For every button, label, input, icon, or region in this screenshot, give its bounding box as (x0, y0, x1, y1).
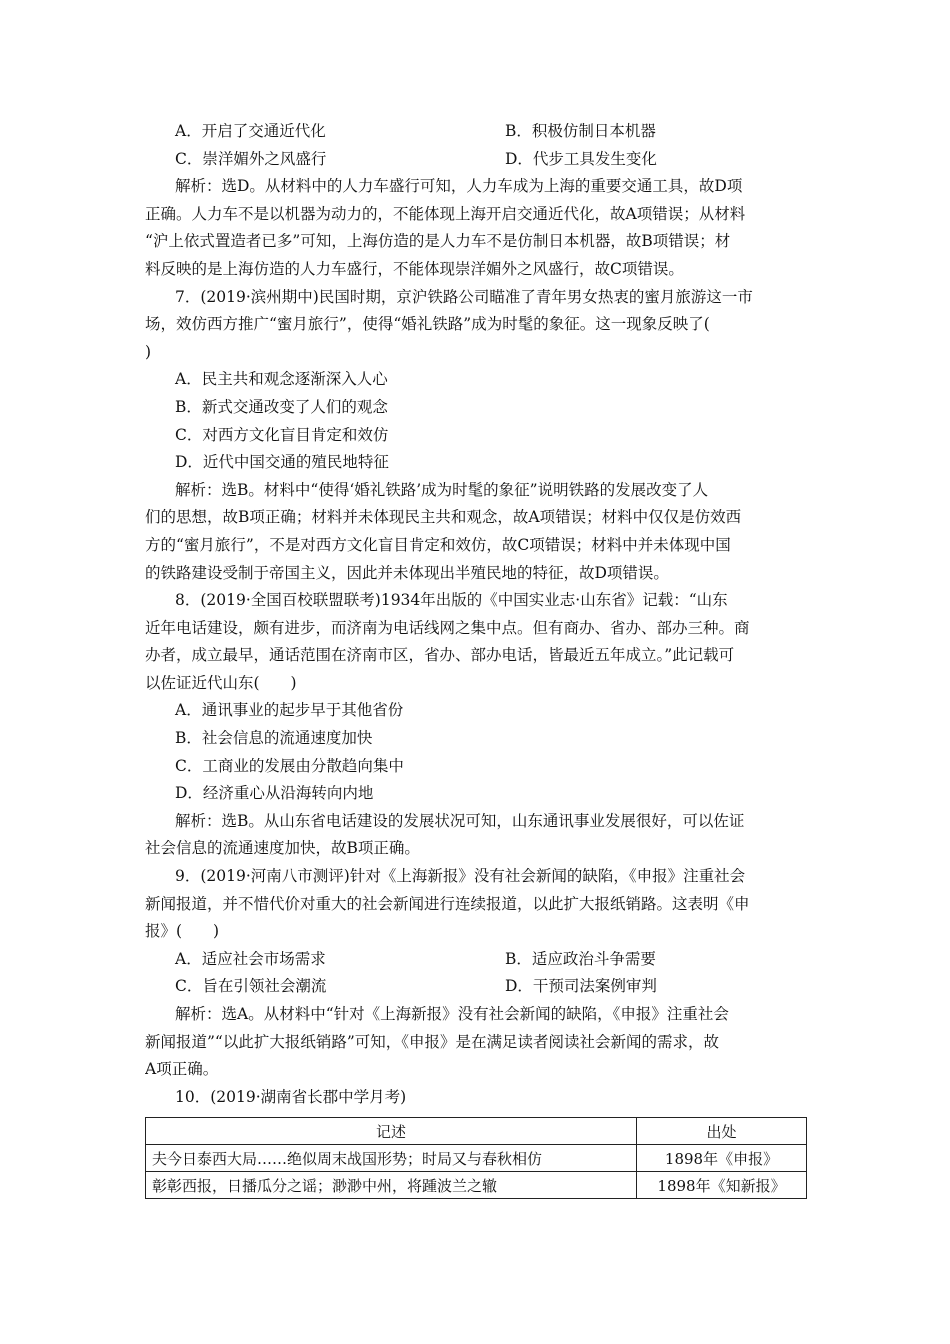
q7-stem (145, 284, 807, 367)
table-cell-record: 夫今日泰西大局……绝似周末战国形势；时局又与春秋相仿 (146, 1145, 637, 1172)
stem-line: ) (145, 342, 152, 361)
table-cell-record: 彰彰西报，日播瓜分之谣；渺渺中州，将踵波兰之辙 (146, 1172, 637, 1199)
q6-options-row-1 (145, 118, 807, 146)
analysis-line: 方的“蜜月旅行”，不是对西方文化盲目肯定和效仿，故C项错误；材料中并未体现中国 (145, 535, 731, 554)
analysis-line: 社会信息的流通速度加快，故B项正确。 (145, 839, 420, 858)
analysis-line: 正确。人力车不是以机器为动力的，不能体现上海开启交通近代化，故A项错误；从材料 (145, 204, 746, 223)
q8-option-a: A．通讯事业的起步早于其他省份 (175, 701, 404, 720)
stem-line: 7．(2019·滨州期中)民国时期，京沪铁路公司瞄准了青年男女热衷的蜜月旅游这一市 (175, 287, 753, 306)
q7-option-b: B．新式交通改变了人们的观念 (175, 397, 388, 416)
stem-line: 办者，成立最早，通话范围在济南市区，省办、部办电话，皆最近五年成立。”此记载可 (145, 646, 735, 665)
q8-option-d: D．经济重心从沿海转向内地 (175, 784, 374, 803)
analysis-line: 料反映的是上海仿造的人力车盛行，不能体现崇洋媚外之风盛行，故C项错误。 (145, 259, 684, 278)
q9-options-row-2 (145, 973, 807, 1001)
q9-analysis (145, 1001, 807, 1084)
analysis-line: 们的思想，故B项正确；材料并未体现民主共和观念，故A项错误；材料中仅仅是仿效西 (145, 508, 742, 527)
analysis-line: 解析：选B。材料中“使得‘婚礼铁路’成为时髦的象征”说明铁路的发展改变了人 (175, 480, 709, 499)
q7-option-c: C．对西方文化盲目肯定和效仿 (175, 425, 389, 444)
table-header-row (146, 1118, 807, 1145)
q6-option-a: A．开启了交通近代化 (175, 122, 326, 140)
q8-option-c: C．工商业的发展由分散趋向集中 (175, 756, 404, 775)
analysis-line: “沪上依式置造者已多”可知，上海仿造的是人力车不是仿制日本机器，故B项错误；材 (145, 232, 731, 251)
q9-stem (145, 863, 807, 946)
document-page (145, 118, 807, 1199)
analysis-line: A项正确。 (145, 1060, 219, 1079)
stem-line: 报》( ) (145, 922, 220, 941)
q10-stem: 10．(2019·湖南省长郡中学月考) (175, 1087, 407, 1106)
stem-line: 以佐证近代山东( ) (145, 673, 297, 692)
stem-line: 新闻报道，并不惜代价对重大的社会新闻进行连续报道，以此扩大报纸销路。这表明《申 (145, 894, 750, 913)
analysis-line: 解析：选A。从材料中“针对《上海新报》没有社会新闻的缺陷，《申报》注重社会 (175, 1005, 729, 1023)
table-cell-source: 1898年《知新报》 (637, 1172, 807, 1199)
analysis-line: 解析：选B。从山东省电话建设的发展状况可知，山东通讯事业发展很好，可以佐证 (175, 811, 745, 830)
q9-option-b: B．适应政治斗争需要 (505, 949, 656, 968)
q8-analysis (145, 808, 807, 863)
q8-option-b: B．社会信息的流通速度加快 (175, 729, 373, 748)
analysis-line: 新闻报道”“以此扩大报纸销路”可知，《申报》是在满足读者阅读社会新闻的需求，故 (145, 1032, 720, 1051)
q10-table (145, 1117, 807, 1199)
table-row (146, 1172, 807, 1199)
table-header-record: 记述 (146, 1118, 637, 1145)
q9-option-c: C．旨在引领社会潮流 (175, 977, 327, 996)
stem-line: 近年电话建设，颇有进步，而济南为电话线网之集中点。但有商办、省办、部办三种。商 (145, 618, 750, 637)
table-row (146, 1145, 807, 1172)
q7-option-d: D．近代中国交通的殖民地特征 (175, 453, 389, 472)
stem-line: 场，效仿西方推广“蜜月旅行”，使得“婚礼铁路”成为时髦的象征。这一现象反映了( (145, 315, 710, 334)
q9-option-d: D．干预司法案例审判 (505, 977, 657, 996)
q9-options-row-1 (145, 946, 807, 974)
q7-analysis (145, 477, 807, 587)
q6-option-c: C．崇洋媚外之风盛行 (175, 149, 327, 168)
q6-option-b: B．积极仿制日本机器 (505, 122, 656, 140)
q6-options-row-2 (145, 146, 807, 174)
table-header-source: 出处 (637, 1118, 807, 1145)
q9-option-a: A．适应社会市场需求 (175, 949, 326, 968)
stem-line: 9．(2019·河南八市测评)针对《上海新报》没有社会新闻的缺陷，《申报》注重社会 (175, 867, 746, 886)
stem-line: 8．(2019·全国百校联盟联考)1934年出版的《中国实业志·山东省》记载：“山东 (175, 591, 728, 610)
q6-option-d: D．代步工具发生变化 (505, 149, 657, 168)
q7-option-a: A．民主共和观念逐渐深入人心 (175, 370, 388, 389)
analysis-line: 的铁路建设受制于帝国主义，因此并未体现出半殖民地的特征，故D项错误。 (145, 563, 669, 582)
q6-analysis (145, 173, 807, 283)
table-cell-source: 1898年《申报》 (637, 1145, 807, 1172)
analysis-line: 解析：选D。从材料中的人力车盛行可知，人力车成为上海的重要交通工具，故D项 (175, 177, 743, 196)
q8-stem (145, 587, 807, 697)
